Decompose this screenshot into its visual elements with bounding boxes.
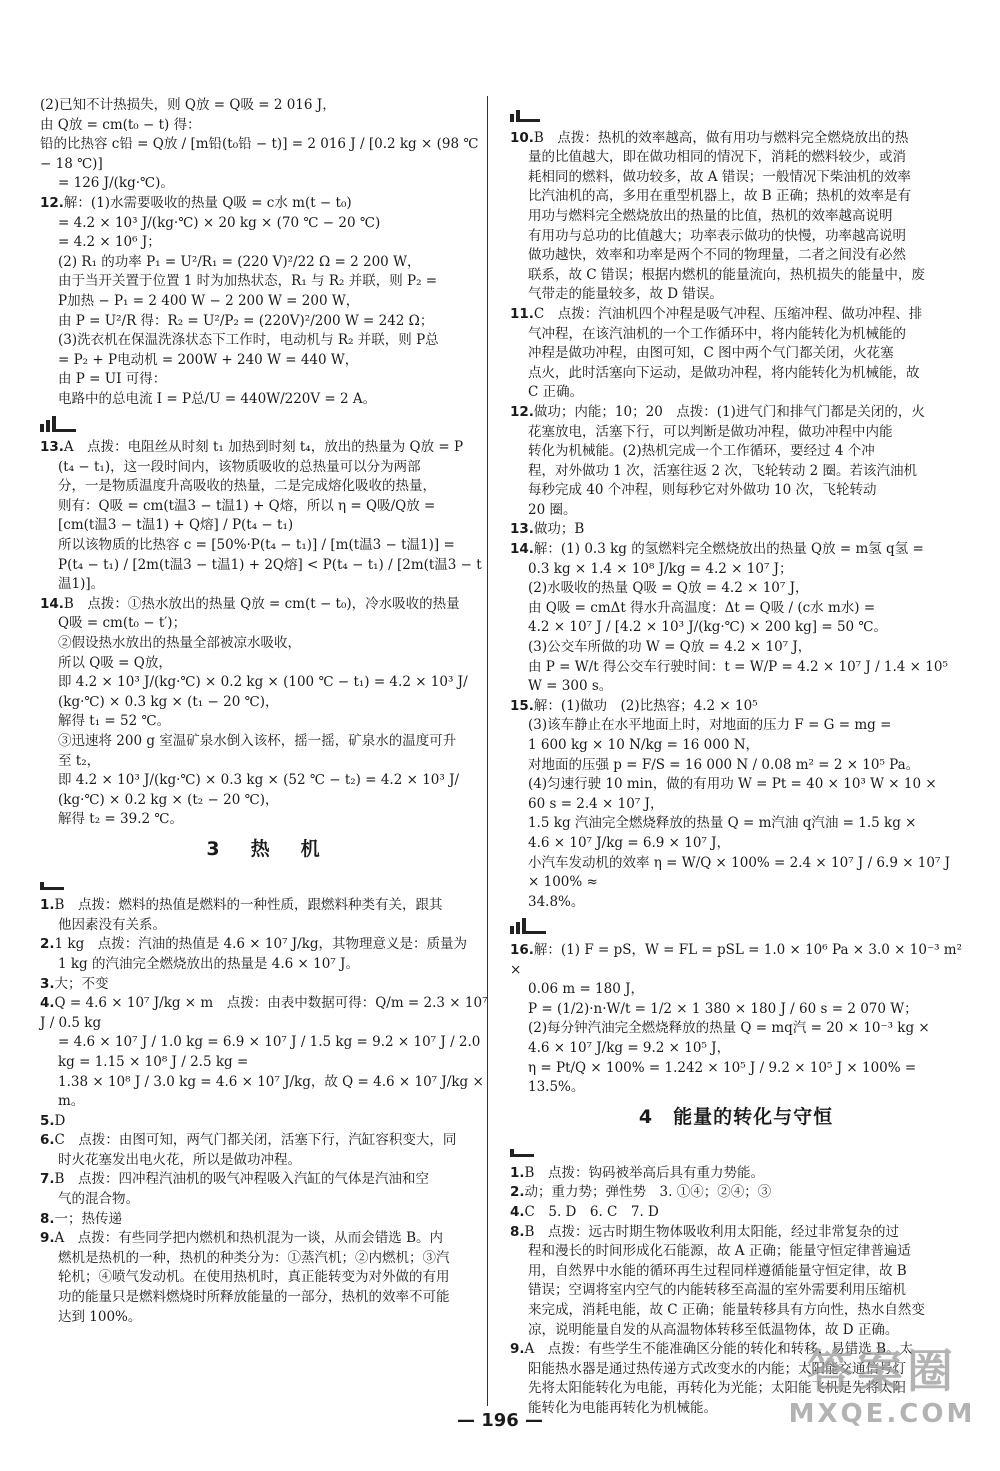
question-number: 3. (40, 975, 55, 992)
text-line: [cm(t温3 − t温1) + Q熔] / P(t₄ − t₁) (58, 517, 294, 534)
text-line: 解：(1)做功 (2)比热容；4.2 × 10⁵ (533, 697, 758, 714)
text-line: 解：(1)水需要吸收的热量 Q吸 = c水 m(t − t₀) (63, 194, 352, 211)
text-line: 由 Q放 = cm(t₀ − t) 得： (40, 116, 201, 133)
text-line: 轮机；④喷气发动机。在使用热机时，真正能转变为对外做的有用 (58, 1269, 450, 1286)
text-line: 20 圈。 (528, 501, 577, 518)
text-line: 气的混合物。 (58, 1191, 139, 1208)
text-line: A 点拨：电阻丝从时刻 t₁ 加热到时刻 t₄，放出的热量为 Q放 = P (63, 439, 464, 456)
text-line: 大；不变 (54, 975, 109, 992)
page-number: — 196 — (456, 1410, 544, 1431)
text-line: C 点拨：由图可知，两气门都关闭，活塞下行，汽缸容积变大，同 (54, 1132, 457, 1149)
text-line: P(t₄ − t₁) / [2m(t温3 − t温1) + 2Q熔] < P(t₄ − t₁) / [2m(t温3 − t温1)]。 (58, 556, 482, 593)
text-line: 达到 100%。 (58, 1308, 142, 1325)
question-number: 15. (510, 697, 534, 714)
text-line: 做功；B (533, 521, 585, 538)
text-line: 功的能量只是燃料燃烧时所释放能量的一部分，热机的效率不可能 (58, 1289, 450, 1306)
text-line: 所以该物质的比热容 c = [50%·P(t₄ − t₁)] / [m(t温3 − t温1)] = (58, 537, 455, 554)
text-line: C 正确。 (528, 384, 584, 401)
difficulty-level-1-icon (40, 872, 64, 890)
text-line: 由 P = W/t 得公交车行驶时间：t = W/P = 4.2 × 10⁷ J / 1.4 × 10⁵ W = 300 s。 (528, 658, 953, 695)
text-line: Q吸 = cm(t₀ − t′)； (58, 615, 187, 632)
text-line: 即 4.2 × 10³ J/(kg·℃) × 0.3 kg × (52 ℃ − t₂) = 4.2 × 10³ J/ (58, 772, 460, 789)
text-line: 对地面的压强 p = F/S = 16 000 N / 0.08 m² = 2 × 10⁵ Pa。 (528, 756, 920, 773)
question-number: 1. (40, 897, 55, 914)
difficulty-level-3-icon (40, 414, 76, 432)
question-number: 12. (40, 194, 64, 211)
right-column (510, 100, 967, 1419)
question-number: 9. (510, 1341, 525, 1358)
text-line: (2)每分钟汽油完全燃烧释放的热量 Q = mq汽 = 20 × 10⁻³ kg × (528, 1020, 930, 1037)
question-number: 14. (40, 595, 64, 612)
text-line: 耗相同的燃料，做功较多，故 A 错误；一般情况下柴油机的效率 (528, 168, 911, 185)
text-line: 所以 Q吸 = Q放， (58, 654, 172, 671)
text-line: 即 4.2 × 10³ J/(kg·℃) × 0.2 kg × (100 ℃ − t₁) = 4.2 × 10³ J/ (58, 674, 468, 691)
question-number: 16. (510, 941, 534, 958)
text-line: 由于当开关置于位置 1 时为加热状态，R₁ 与 R₂ 并联，则 P₂ = (58, 273, 438, 290)
question-number: 9. (40, 1230, 55, 1247)
text-line: 转化为机械能。(2)热机完成一个工作循环，要经过 4 个冲 (528, 443, 875, 460)
text-line: = P₂ + P电动机 = 200W + 240 W = 440 W， (58, 351, 359, 368)
text-line: 凉，说明能量自发的从高温物体转移至低温物体，故 D 正确。 (528, 1321, 899, 1338)
text-line: 动；重力势；弹性势 3. ①④；②④；③ (524, 1184, 772, 1201)
difficulty-level-2-icon (510, 104, 540, 122)
question-number: 13. (510, 521, 534, 538)
text-line: 做功越快，效率和功率是两个不同的物理量，二者之间没有必然 (528, 247, 906, 264)
text-line: 做功；内能；10；20 点拨：(1)进气门和排气门都是关闭的，火 (533, 403, 925, 420)
watermark-logo (782, 1343, 982, 1453)
watermark-url: MXQE.COM (788, 1399, 976, 1429)
text-line: 错误；空调将室内空气的内能转移至高温的室外需要利用压缩机 (528, 1282, 906, 1299)
text-line: Q = 4.6 × 10⁷ J/kg × m 点拨：由表中数据可得：Q/m = 2.3 × 10⁷ J / 0.5 kg (40, 995, 492, 1031)
text-line: 由 Q吸 = cmΔt 得水升高温度：Δt = Q吸 / (c水 m水) = (528, 599, 876, 616)
question-number: 13. (40, 439, 64, 456)
text-line: 分，一是物质温度升高吸收的热量，二是完成熔化吸收的热量， (58, 478, 436, 495)
text-line: A 点拨：有些同学把内燃机和热机混为一谈，从而会错选 B。内 (54, 1230, 443, 1247)
text-line: 能转化为电能再转化为机械能。 (528, 1400, 717, 1416)
text-line: 量的比值越大，即在做功相同的情况下，消耗的燃料较少，或消 (528, 149, 906, 166)
text-line: (t₄ − t₁)，这一段时间内，该物质吸收的总热量可以分为两部 (58, 458, 421, 475)
text-line: P = (1/2)·n·W/t = 1/2 × 1 380 × 180 J / 60 s = 2 070 W； (528, 1000, 918, 1017)
text-line: 0.06 m = 180 J， (528, 981, 645, 998)
question-number: 1. (510, 1164, 525, 1181)
question-number: 8. (510, 1223, 525, 1240)
question-number: 4. (510, 1204, 525, 1221)
text-line: ②假设热水放出的热量全部被凉水吸收， (58, 635, 301, 652)
text-line: D (54, 1112, 66, 1129)
text-line: 来完成，消耗电能，故 C 正确；能量转移具有方向性，热水自然变 (528, 1302, 925, 1319)
text-line: 由 P = U²/R 得：R₂ = U²/P₂ = (220V)²/200 W = 242 Ω； (58, 312, 434, 329)
text-line: (2)水吸收的热量 Q吸 = Q放 = 4.2 × 10⁷ J， (528, 580, 809, 597)
text-line: (2)已知不计热损失，则 Q放 = Q吸 = 2 016 J， (40, 97, 336, 113)
question-number: 2. (510, 1184, 525, 1201)
difficulty-level-3-icon (510, 916, 546, 934)
text-line: 先将太阳能转化为电能，再转化为光能；太阳能飞机是先将太阳 (528, 1380, 906, 1397)
text-line: (3)公交车所做的功 W = Q放 = 4.2 × 10⁷ J， (528, 639, 812, 656)
text-line: 程和漫长的时间形成化石能源，故 A 正确；能量守恒定律普遍适 (528, 1243, 911, 1260)
text-line: η = Pt/Q × 100% = 1.242 × 10⁵ J / 9.2 × 10⁵ J × 100% = 13.5%。 (528, 1059, 921, 1096)
section-title: 3 热 机 (206, 837, 326, 860)
text-line: 气带走的能量较多，故 D 错误。 (528, 286, 723, 303)
question-number: 6. (40, 1132, 55, 1149)
text-line: 解：(1) F = pS，W = FL = pSL = 1.0 × 10⁶ Pa × 3.0 × 10⁻³ m² × (510, 941, 967, 978)
text-line: 每秒完成 40 个冲程，则每秒它对外做功 10 次，飞轮转动 (528, 482, 877, 499)
text-line: (kg·℃) × 0.2 kg × (t₂ − 20 ℃)， (58, 791, 279, 808)
text-line: = 4.2 × 10³ J/(kg·℃) × 20 kg × (70 ℃ − 20 ℃) (58, 214, 381, 231)
text-line: = 4.2 × 10⁶ J； (58, 234, 161, 251)
question-number: 10. (510, 129, 534, 146)
text-line: B 点拨：钩码被举高后具有重力势能。 (524, 1164, 764, 1181)
text-line: 一；热传递 (54, 1210, 123, 1227)
text-line: B 点拨：四冲程汽油机的吸气冲程吸入汽缸的气体是汽油和空 (54, 1171, 429, 1188)
text-line: 则有：Q吸 = cm(t温3 − t温1) + Q熔，所以 η = Q吸/Q放 = (58, 497, 436, 514)
text-line: 1 kg 点拨：汽油的热值是 4.6 × 10⁷ J/kg，其物理意义是：质量为 (54, 936, 468, 953)
text-line: 联系，故 C 错误；根据内燃机的能量流向，热机损失的能量中，废 (528, 266, 925, 283)
text-line: 4.6 × 10⁷ J/kg = 6.9 × 10⁷ J， (528, 834, 731, 851)
difficulty-level-1-icon (510, 1139, 534, 1157)
text-line: 冲程是做功冲程，由图可知，C 图中两个气门都关闭，火花塞 (528, 345, 894, 362)
question-number: 14. (510, 541, 534, 558)
text-line: 有用功与总功的比值越大；功率表示做功的快慢，功率越高说明 (528, 227, 906, 244)
text-line: 用功与燃料完全燃烧放出的热量的比值，热机的效率越高说明 (528, 207, 893, 224)
text-line: 他因素没有关系。 (58, 916, 166, 933)
text-line: 点火，此时活塞向下运动，是做功冲程，将内能转化为机械能，故 (528, 364, 920, 381)
text-line: 至 t₂， (58, 752, 101, 769)
text-line: 电路中的总电流 I = P总/U = 440W/220V = 2 A。 (58, 390, 377, 407)
text-line: B 点拨：远古时期生物体吸收利用太阳能，经过非常复杂的过 (524, 1223, 899, 1240)
text-line: C 点拨：汽油机四个冲程是吸气冲程、压缩冲程、做功冲程、排 (533, 305, 923, 322)
text-line: 1 600 kg × 10 N/kg = 16 000 N， (528, 737, 760, 753)
text-line: (2) R₁ 的功率 P₁ = U²/R₁ = (220 V)²/22 Ω = 2 200 W， (58, 253, 421, 270)
text-line: 时火花塞发出电火花，所以是做功冲程。 (58, 1151, 301, 1168)
text-line: (3)洗衣机在保温洗涤状态下工作时，电动机与 R₂ 并联，则 P总 (58, 332, 439, 349)
question-number: 8. (40, 1210, 55, 1227)
text-line: 34.8%。 (528, 893, 585, 910)
text-line: B 点拨：燃料的热值是燃料的一种性质，跟燃料种类有关，跟其 (54, 897, 443, 914)
text-line: B 点拨：热机的效率越高，做有用功与燃料完全燃烧放出的热 (533, 129, 909, 146)
text-line: 阳能热水器是通过热传递方式改变水的内能；太阳能交通信号灯 (528, 1360, 906, 1377)
text-line: 解得 t₁ = 52 ℃。 (58, 713, 171, 730)
text-line: (kg·℃) × 0.3 kg × (t₁ − 20 ℃)， (58, 693, 279, 710)
text-line: 1.38 × 10⁸ J / 3.0 kg = 4.6 × 10⁷ J/kg，故 Q = 4.6 × 10⁷ J/kg × m。 (58, 1073, 489, 1110)
text-line: 铅的比热容 c铅 = Q放 / [m铅(t₀铅 − t)] = 2 016 J / [0.2 kg × (98 ℃ − 18 ℃)] (40, 136, 483, 172)
text-line: P加热 − P₁ = 2 400 W − 2 200 W = 200 W， (58, 292, 360, 309)
text-line: 1.5 kg 汽油完全燃烧释放的热量 Q = m汽油 q汽油 = 1.5 kg × (528, 815, 917, 832)
question-number: 2. (40, 936, 55, 953)
question-number: 11. (510, 305, 534, 322)
text-line: B 点拨：①热水放出的热量 Q放 = cm(t − t₀)，冷水吸收的热量 (63, 595, 460, 612)
watermark-text: 答案圈 (807, 1344, 957, 1398)
section-title: 4 能量的转化与守恒 (638, 1105, 834, 1128)
text-line: 0.3 kg × 1.4 × 10⁸ J/kg = 4.2 × 10⁷ J； (528, 560, 793, 577)
question-number: 4. (40, 995, 55, 1012)
text-line: (3)该车静止在水平地面上时，对地面的压力 F = G = mg = (528, 717, 892, 734)
text-line: 由 P = UI 可得： (58, 371, 167, 388)
text-line: 4.2 × 10⁷ J / [4.2 × 10³ J/(kg·℃) × 200 kg] = 50 ℃。 (528, 619, 888, 636)
text-line: ③迅速将 200 g 室温矿泉水倒入该杯，摇一摇，矿泉水的温度可升 (58, 733, 457, 749)
text-line: 60 s = 2.4 × 10⁷ J， (528, 795, 664, 812)
text-line: 4.6 × 10⁷ J/kg = 9.2 × 10⁵ J， (528, 1039, 731, 1056)
question-number: 7. (40, 1171, 55, 1188)
text-line: 比汽油机的高，多用在重型机器上，故 B 正确；热机的效率是有 (528, 188, 912, 205)
text-line: C 5. D 6. C 7. D (524, 1204, 659, 1221)
text-line: = 4.6 × 10⁷ J / 1.0 kg = 6.9 × 10⁷ J / 1.5 kg = 9.2 × 10⁷ J / 2.0 kg = 1.15 × 10⁸ J / 2.5 kg = (58, 1034, 485, 1070)
text-line: 程，对外做功 1 次，活塞往返 2 次，飞轮转动 2 圈。若该汽油机 (528, 462, 918, 479)
text-line: 小汽车发动机的效率 η = W/Q × 100% = 2.4 × 10⁷ J / 6.9 × 10⁷ J × 100% ≈ (528, 854, 955, 891)
text-line: (4)匀速行驶 10 min，做的有用功 W = Pt = 40 × 10³ W × 10 × (528, 776, 937, 793)
text-line: A 点拨：有些学生不能准确区分能的转化和转移，易错选 B。太 (524, 1341, 913, 1358)
text-line: 解：(1) 0.3 kg 的氢燃料完全燃烧放出的热量 Q放 = m氢 q氢 = (533, 541, 924, 558)
text-line: 气冲程，在该汽油机的一个工作循环中，将内能转化为机械能的 (528, 325, 906, 342)
text-line: = 126 J/(kg·℃)。 (58, 175, 174, 192)
text-line: 1 kg 的汽油完全燃烧放出的热量是 4.6 × 10⁷ J。 (58, 955, 359, 972)
text-line: 用，自然界中水能的循环再生过程同样遵循能量守恒定律，故 B (528, 1262, 907, 1279)
text-line: 花塞放电，活塞下行，可以判断是做功冲程，做功冲程中内能 (528, 423, 893, 440)
question-number: 12. (510, 403, 534, 420)
text-line: 燃机是热机的一种，热机的种类分为：①蒸汽机；②内燃机；③汽 (58, 1249, 450, 1266)
left-column (40, 96, 492, 1327)
question-number: 5. (40, 1112, 55, 1129)
text-line: 解得 t₂ = 39.2 ℃。 (58, 811, 183, 828)
